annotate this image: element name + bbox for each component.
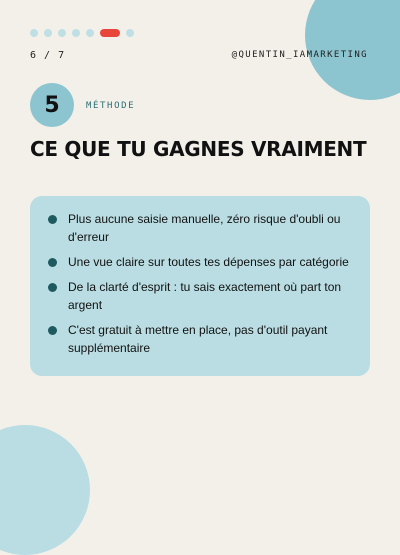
bullet-dot-icon	[48, 326, 57, 335]
page-title: CE QUE TU GAGNES VRAIMENT	[30, 137, 367, 161]
progress-dot	[30, 29, 38, 37]
bullet-dot-icon	[48, 283, 57, 292]
progress-dot	[86, 29, 94, 37]
benefits-card	[30, 196, 370, 376]
progress-dot-active	[100, 29, 120, 37]
list-item	[48, 278, 354, 314]
list-item-text: De la clarté d'esprit : tu sais exactement où part ton argent	[68, 280, 342, 312]
list-item	[48, 210, 354, 246]
page-counter: 6 / 7	[30, 50, 66, 61]
progress-dot	[126, 29, 134, 37]
list-item-text: Une vue claire sur toutes tes dépenses par catégorie	[68, 255, 349, 269]
list-item-text: Plus aucune saisie manuelle, zéro risque d'oubli ou d'erreur	[68, 212, 341, 244]
progress-dot	[44, 29, 52, 37]
decorative-circle-bottom-left	[0, 425, 90, 555]
bullet-dot-icon	[48, 215, 57, 224]
list-item	[48, 253, 354, 271]
list-item-text: C'est gratuit à mettre en place, pas d'outil payant supplémentaire	[68, 323, 328, 355]
benefits-list	[48, 210, 354, 364]
progress-dot	[72, 29, 80, 37]
list-item	[48, 321, 354, 357]
section-label: MÉTHODE	[86, 101, 136, 111]
progress-dot	[58, 29, 66, 37]
bullet-dot-icon	[48, 258, 57, 267]
author-handle: @QUENTIN_IAMARKETING	[231, 50, 368, 60]
step-number-badge: 5	[30, 83, 74, 127]
